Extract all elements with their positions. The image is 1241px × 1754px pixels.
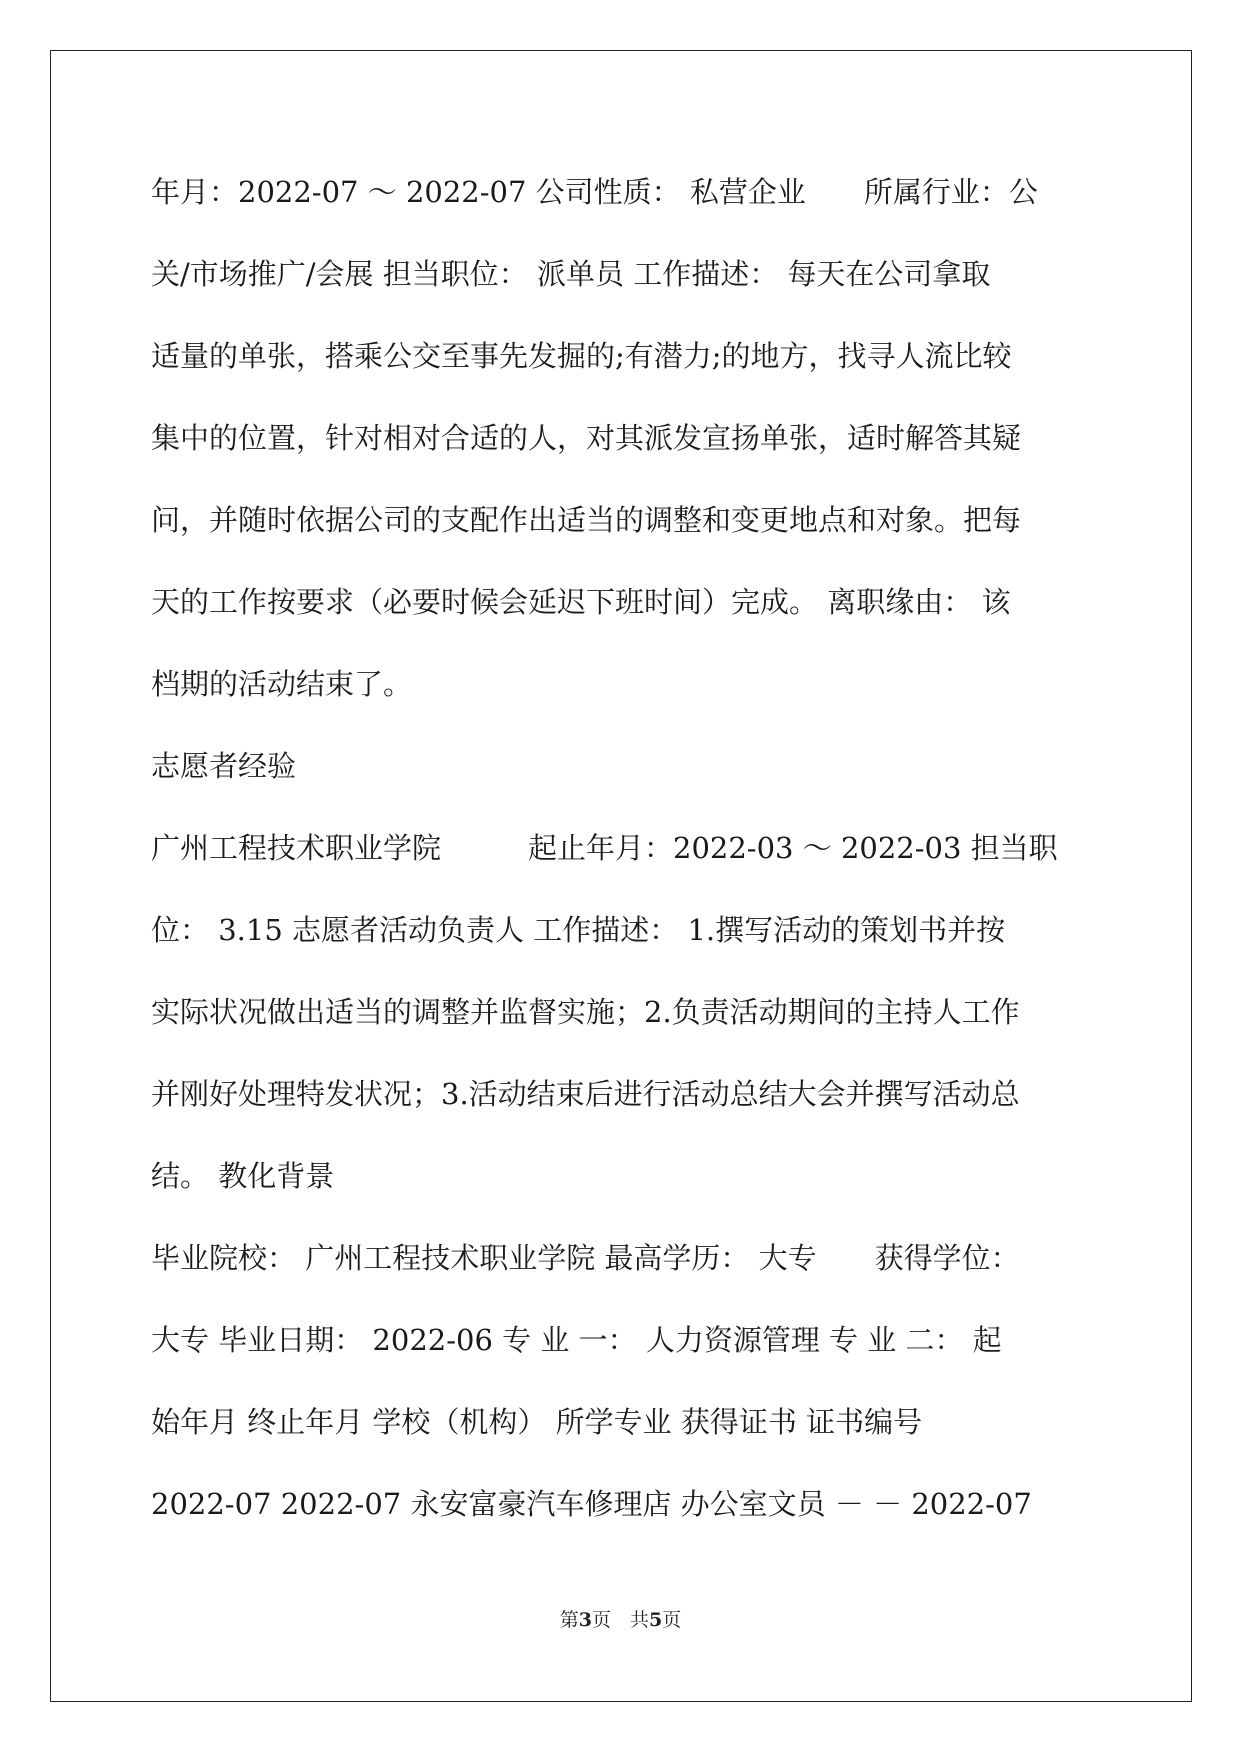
text-line: 并刚好处理特发状况；3.活动结束后进行活动总结大会并撰写活动总 [151,1077,1020,1111]
text-line: 大专 毕业日期： 2022-06 专 业 一： 人力资源管理 专 业 二： 起 [151,1323,1002,1357]
text-line: 适量的单张，搭乘公交至事先发掘的;有潜力;的地方，找寻人流比较 [151,339,1012,373]
page-number: 3 [578,1609,592,1631]
section-heading-volunteer: 志愿者经验 [151,749,297,783]
text-line: 档期的活动结束了。 [151,667,413,701]
total-pages: 5 [649,1609,663,1631]
text-line: 始年月 终止年月 学校（机构） 所学专业 获得证书 证书编号 [151,1405,923,1439]
footer-suffix: 页 [662,1609,682,1631]
text-line: 问，并随时依据公司的支配作出适当的调整和变更地点和对象。把每 [151,503,1022,537]
document-body [151,160,1091,1554]
text-line: 实际状况做出适当的调整并监督实施；2.负责活动期间的主持人工作 [151,995,1020,1029]
text-line: 关/市场推广/会展 担当职位： 派单员 工作描述： 每天在公司拿取 [151,257,991,291]
text-line: 毕业院校： 广州工程技术职业学院 最高学历： 大专 获得学位： [151,1241,1020,1275]
text-line: 天的工作按要求（必要时候会延迟下班时间）完成。 离职缘由： 该 [151,585,1011,619]
text-line: 2022-07 2022-07 永安富豪汽车修理店 办公室文员 － － 2022-07 [151,1487,1032,1521]
footer-mid: 页 共 [591,1609,649,1631]
text-line: 位： 3.15 志愿者活动负责人 工作描述： 1.撰写活动的策划书并按 [151,913,1006,947]
text-line: 集中的位置，针对相对合适的人，对其派发宣扬单张，适时解答其疑 [151,421,1022,455]
text-line: 广州工程技术职业学院 起止年月：2022-03 ～ 2022-03 担当职 [151,831,1058,865]
text-line: 年月：2022-07 ～ 2022-07 公司性质： 私营企业 所属行业：公 [151,175,1038,209]
page-footer [0,1605,1241,1632]
footer-prefix: 第 [559,1609,579,1631]
text-line: 结。 教化背景 [151,1159,335,1193]
